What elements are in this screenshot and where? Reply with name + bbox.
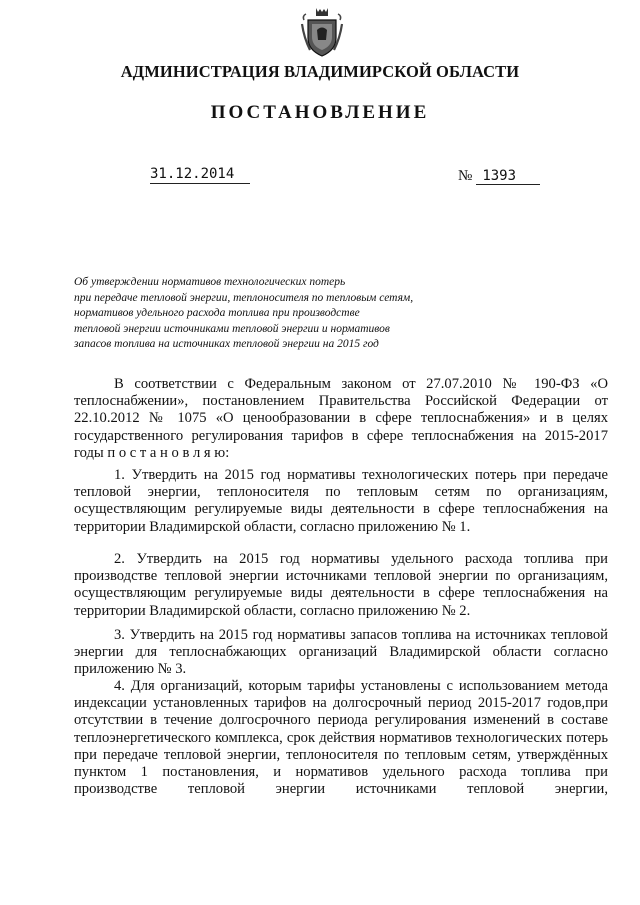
document-number: 1393 xyxy=(476,168,540,185)
coat-of-arms-icon xyxy=(300,6,344,58)
document-subject xyxy=(74,275,494,353)
subject-line: тепловой энергии источниками тепловой энергии и нормативов xyxy=(74,322,390,335)
document-date: 31.12.2014 xyxy=(150,166,250,184)
subject-line: Об утверждении нормативов технологических потерь xyxy=(74,276,346,288)
number-sign: № xyxy=(458,168,473,184)
item-2-block xyxy=(74,551,608,620)
item-3-block xyxy=(74,627,608,679)
item-1-block xyxy=(74,467,608,536)
document-type-title: ПОСТАНОВЛЕНИЕ xyxy=(210,102,430,123)
item-paragraph-3: 3. Утвердить на 2015 год нормативы запасов топлива на источниках тепловой энергии для теплоснабжающих организаций Владимирской области согласно приложению № 3. xyxy=(74,627,608,678)
item-paragraph-2: 2. Утвердить на 2015 год нормативы удельного расхода топлива при производстве тепловой энергии источниками тепловой энергии по организациям, осуществляющим регулируемые виды деятельности в сфере теплоснабжения на территории Владимирской области, согласно приложению № 2. xyxy=(74,551,608,619)
item-paragraph-1: 1. Утвердить на 2015 год нормативы технологических потерь при передаче тепловой энергии, теплоносителя по тепловым сетям по организациям, осуществляющим регулируемые виды деятельности в сфере теплоснабжения на территории Владимирской области, согласно приложению № 1. xyxy=(74,467,608,535)
item-paragraph-4: 4. Для организаций, которым тарифы установлены с использованием метода индексации установленных тарифов на долгосрочный период 2015-2017 годов,при отсутствии в течение долгосрочного периода регулирования изменений в составе теплоэнергетического комплекса, срок действия нормативов технологических потерь при передаче тепловой энергии, теплоносителя по тепловым сетям, утверждённых пунктом 1 постановления, и нормативов удельного расхода топлива при производстве тепловой энергии источниками тепловой энергии, xyxy=(74,678,608,798)
subject-line: нормативов удельного расхода топлива при производстве xyxy=(74,307,360,319)
item-4-block xyxy=(74,678,608,798)
preamble-paragraph: В соответствии с Федеральным законом от 27.07.2010 № 190-ФЗ «О теплоснабжении», постановлением Правительства Российской Федерации от 22.10.2012 № 1075 «О ценообразовании в сфере теплоснабжения» и в целях государственного регулирования тарифов в сфере теплоснабжения на 2015-2017 годы п о с т а н о в л я ю: xyxy=(74,376,608,461)
preamble-block xyxy=(74,376,608,462)
document-number-block xyxy=(458,168,540,185)
subject-line: запасов топлива на источниках тепловой энергии на 2015 год xyxy=(74,338,379,350)
subject-line: при передаче тепловой энергии, теплоносителя по тепловым сетям, xyxy=(74,291,414,304)
organization-title: АДМИНИСТРАЦИЯ ВЛАДИМИРСКОЙ ОБЛАСТИ xyxy=(120,62,520,81)
